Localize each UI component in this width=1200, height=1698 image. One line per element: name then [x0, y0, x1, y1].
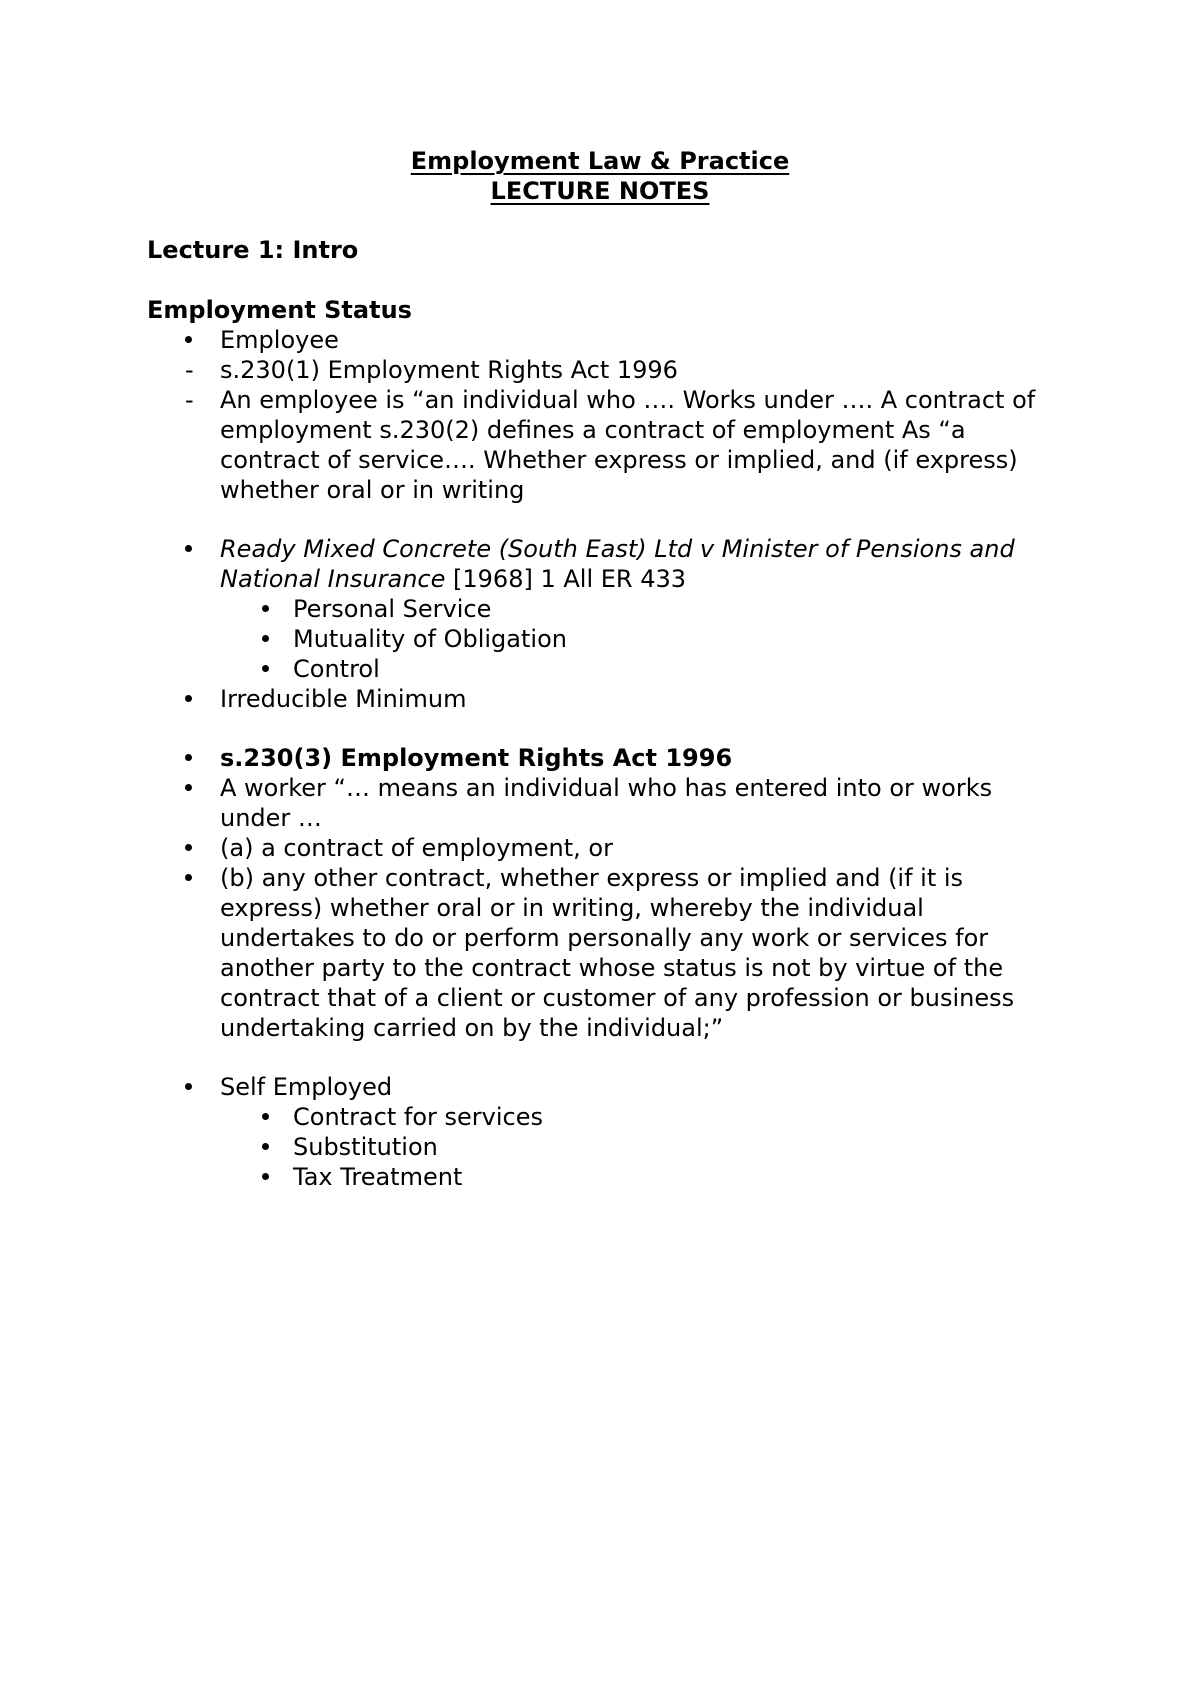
sub-item-tax-treatment: Tax Treatment	[293, 1163, 463, 1191]
item-b-line: undertakes to do or perform personally any work or services for	[220, 924, 989, 952]
bullet-icon	[185, 754, 192, 761]
case-citation-line	[220, 564, 686, 594]
sub-item-control: Control	[293, 655, 380, 683]
document-subtitle: LECTURE NOTES	[490, 177, 710, 205]
bullet-icon	[262, 1143, 269, 1150]
sub-item-personal-service: Personal Service	[293, 595, 492, 623]
item-b-line: another party to the contract whose status is not by virtue of the	[220, 954, 1004, 982]
case-citation-line: Ready Mixed Concrete (South East) Ltd v Minister of Pensions and	[220, 535, 1015, 563]
section-heading: Employment Status	[147, 296, 412, 324]
employee-definition-line: contract of service…. Whether express or implied, and (if express)	[220, 446, 1018, 474]
bullet-icon	[185, 336, 192, 343]
lecture-heading: Lecture 1: Intro	[147, 236, 359, 264]
sub-item-mutuality: Mutuality of Obligation	[293, 625, 567, 653]
bullet-icon	[262, 605, 269, 612]
list-item-s230-1: s.230(1) Employment Rights Act 1996	[220, 356, 678, 384]
sub-item-contract-for-services: Contract for services	[293, 1103, 543, 1131]
dash-icon: -	[185, 356, 194, 384]
bullet-icon	[185, 844, 192, 851]
bullet-icon	[185, 695, 192, 702]
employee-definition-line: An employee is “an individual who …. Works under …. A contract of	[220, 386, 1036, 414]
list-item-employee: Employee	[220, 326, 339, 354]
case-name-italic: National Insurance	[220, 565, 446, 593]
worker-definition-line: A worker “… means an individual who has entered into or works	[220, 774, 993, 802]
bullet-icon	[262, 1113, 269, 1120]
worker-definition-line: under …	[220, 804, 322, 832]
dash-icon: -	[185, 386, 194, 414]
item-b-line: express) whether oral or in writing, whereby the individual	[220, 894, 924, 922]
bullet-icon	[185, 1083, 192, 1090]
employee-definition-line: employment s.230(2) defines a contract of employment As “a	[220, 416, 966, 444]
item-b-line: contract that of a client or customer of any profession or business	[220, 984, 1015, 1012]
sub-item-substitution: Substitution	[293, 1133, 438, 1161]
bullet-icon	[185, 784, 192, 791]
bullet-icon	[185, 545, 192, 552]
employee-definition-line: whether oral or in writing	[220, 476, 525, 504]
item-b-line: (b) any other contract, whether express or implied and (if it is	[220, 864, 964, 892]
bullet-icon	[262, 1173, 269, 1180]
list-item-self-employed: Self Employed	[220, 1073, 393, 1101]
list-item-s230-3: s.230(3) Employment Rights Act 1996	[220, 744, 733, 772]
bullet-icon	[262, 635, 269, 642]
bullet-icon	[262, 665, 269, 672]
list-item-irreducible: Irreducible Minimum	[220, 685, 467, 713]
case-reference: [1968] 1 All ER 433	[445, 565, 687, 593]
document-title: Employment Law & Practice	[410, 147, 790, 175]
bullet-icon	[185, 874, 192, 881]
item-b-line: undertaking carried on by the individual;”	[220, 1014, 724, 1042]
list-item-a-contract: (a) a contract of employment, or	[220, 834, 613, 862]
